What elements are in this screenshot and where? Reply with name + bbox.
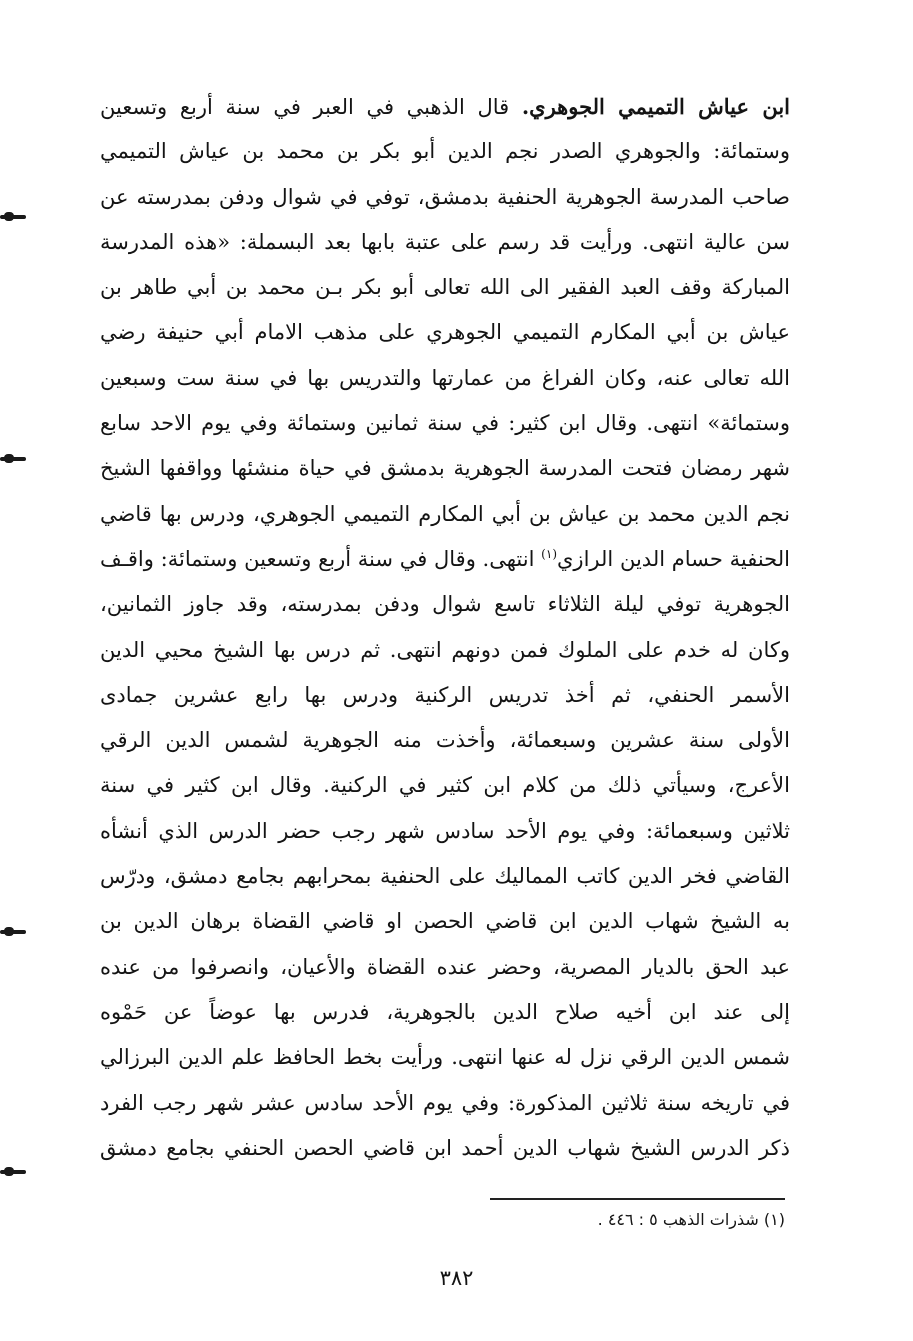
text-line-24: ذكر الدرس الشيخ شهاب الدين أحمد ابن قاضي الحصن الحنفي بجامع دمشق — [100, 1135, 790, 1160]
footnote: (١) شذرات الذهب ٥ : ٤٤٦ . — [597, 1210, 785, 1229]
text-line-5: المباركة وقف العبد الفقير الى الله تعالى أبو بكر بـن محمد بن أبي طاهر بن — [100, 275, 790, 300]
text-line-18: القاضي فخر الدين كاتب المماليك على الحنفية بمحرابهم بجامع دمشق، ودرّس — [100, 864, 790, 889]
text-line-13: وكان له خدم على الملوك فمن دونهم انتهى. ثم درس بها الشيخ محيي الدين — [100, 637, 790, 662]
text-line-4: سن عالية انتهى. ورأيت قد رسم على عتبة بابها بعد البسملة: «هذه المدرسة — [100, 229, 790, 254]
page-number: ٣٨٢ — [439, 1266, 474, 1290]
text-line-11: الحنفية حسام الدين الرازي$^{(١)}$ انتهى. وقال في سنة أربع وتسعين وستمائة: واقـف — [100, 546, 790, 571]
text-line-17: ثلاثين وسبعمائة: وفي يوم الأحد سادس شهر رجب حضر الدرس الذي أنشأه — [100, 818, 790, 843]
margin-mark — [0, 1170, 26, 1174]
text-line-20: عبد الحق بالديار المصرية، وحضر عنده القضاة والأعيان، وانصرفوا من عنده — [100, 954, 790, 979]
entry-heading: ابن عياش التميمي الجوهري. — [521, 94, 790, 119]
text-line-8: وستمائة» انتهى. وقال ابن كثير: في سنة ثمانين وستمائة وفي يوم الاحد سابع — [100, 411, 790, 436]
text-line-3: صاحب المدرسة الجوهرية الحنفية بدمشق، توفي في شوال ودفن بمدرسته عن — [100, 184, 790, 209]
margin-mark — [0, 215, 26, 219]
text-line-16: الأعرج، وسيأتي ذلك من كلام ابن كثير في الركنية. وقال ابن كثير في سنة — [100, 773, 790, 798]
text-line-10: نجم الدين محمد بن عياش بن أبي المكارم التميمي الجوهري، ودرس بها قاضي — [100, 501, 790, 526]
margin-mark — [0, 930, 26, 934]
text-line-23: في تاريخه سنة ثلاثين المذكورة: وفي يوم الأحد سادس عشر شهر رجب الفرد — [100, 1090, 790, 1115]
main-text — [100, 84, 790, 1171]
text-line-15: الأولى سنة عشرين وسبعمائة، وأخذت منه الجوهرية لشمس الدين الرقي — [100, 728, 790, 753]
text-line-19: به الشيخ شهاب الدين ابن قاضي الحصن او قاضي القضاة برهان الدين بن — [100, 909, 790, 934]
footnote-separator — [490, 1198, 785, 1200]
text-line-1: ابن عياش التميمي الجوهري. قال الذهبي في العبر في سنة أربع وتسعين — [100, 94, 790, 119]
text-line-9: شهر رمضان فتحت المدرسة الجوهرية بدمشق في حياة منشئها وواقفها الشيخ — [100, 456, 790, 481]
margin-mark — [0, 457, 26, 461]
text-line-2: وستمائة: والجوهري الصدر نجم الدين أبو بكر بن محمد بن عياش التميمي — [100, 139, 790, 164]
text-line-21: إلى عند ابن أخيه صلاح الدين بالجوهرية، فدرس بها عوضاً عن حَمْوه — [100, 999, 790, 1024]
text-line-14: الأسمر الحنفي، ثم أخذ تدريس الركنية ودرس بها رابع عشرين جمادى — [100, 682, 790, 707]
text-line-12: الجوهرية توفي ليلة الثلاثاء تاسع شوال ودفن بمدرسته، وقد جاوز الثمانين، — [100, 592, 790, 617]
text-line-7: الله تعالى عنه، وكان الفراغ من عمارتها والتدريس بها في سنة ست وسبعين — [100, 365, 790, 390]
footnote-marker: (١) — [541, 546, 557, 561]
text-line-6: عياش بن أبي المكارم التميمي الجوهري على مذهب الامام أبي حنيفة رضي — [100, 320, 790, 345]
text-line-22: شمس الدين الرقي نزل له عنها انتهى. ورأيت بخط الحافظ علم الدين البرزالي — [100, 1045, 790, 1070]
